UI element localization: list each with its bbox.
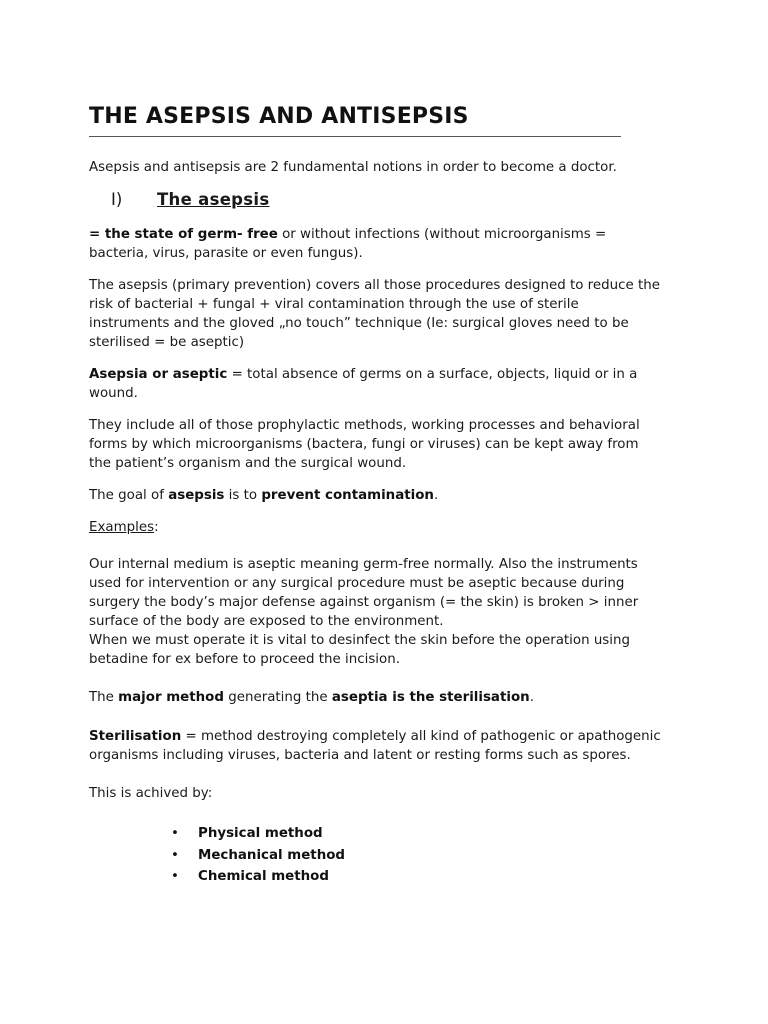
- paragraph-line: forms by which microorganisms (bactera, fungi or viruses) can be kept away from: [89, 437, 639, 452]
- intro-paragraph: [89, 158, 689, 177]
- goal-bold-asepsis: asepsis: [168, 488, 225, 503]
- definition-paragraph: [89, 225, 689, 263]
- intro-text: Asepsis and antisepsis are 2 fundamental notions in order to become a doctor.: [89, 160, 617, 175]
- goal-paragraph: [89, 486, 689, 505]
- sterilisation-line-2: organisms including viruses, bacteria and latent or resting forms such as spores.: [89, 748, 631, 763]
- definition-line-2: bacteria, virus, parasite or even fungus).: [89, 246, 363, 261]
- sterilisation-paragraph: [89, 727, 689, 765]
- paragraph-line: betadine for ex before to proceed the incision.: [89, 652, 400, 667]
- paragraph-line: instruments and the gloved „no touch” technique (Ie: surgical gloves need to be: [89, 316, 629, 331]
- achieved-by-paragraph: [89, 784, 689, 803]
- aseptic-line-2: wound.: [89, 386, 138, 401]
- goal-text-1: The goal of: [89, 488, 169, 503]
- list-item-label: Mechanical method: [198, 847, 346, 863]
- list-item: [171, 845, 345, 867]
- paragraph-line: used for intervention or any surgical procedure must be aseptic because during: [89, 576, 625, 591]
- major-text-2: generating the: [223, 690, 332, 705]
- paragraph-line: Our internal medium is aseptic meaning germ-free normally. Also the instruments: [89, 557, 638, 572]
- primary-prevention-paragraph: [89, 276, 689, 352]
- definition-line-1: [89, 225, 689, 244]
- sterilisation-rest: = method destroying completely all kind of pathogenic or apathogenic: [181, 729, 661, 744]
- methods-paragraph: [89, 416, 689, 473]
- paragraph-line: When we must operate it is vital to desinfect the skin before the operation using: [89, 633, 630, 648]
- bullet-icon: •: [171, 847, 179, 863]
- section-heading-asepsis: [111, 190, 270, 209]
- paragraph-line: The asepsis (primary prevention) covers all those procedures designed to reduce the: [89, 278, 660, 293]
- paragraph-line: surface of the body are exposed to the environment.: [89, 614, 444, 629]
- achieved-by-text: This is achived by:: [89, 786, 213, 801]
- list-item-label: Physical method: [198, 826, 323, 841]
- major-bold-sterilisation: aseptia is the sterilisation: [331, 690, 530, 705]
- goal-bold-prevent: prevent contamination: [261, 488, 434, 503]
- paragraph-line: risk of bacterial + fungal + viral contamination through the use of sterile: [89, 297, 579, 312]
- major-text-1: The: [89, 690, 119, 705]
- document-title: THE ASEPSIS AND ANTISEPSIS: [89, 104, 469, 129]
- examples-label: Examples: [89, 520, 155, 535]
- section-name: The asepsis: [157, 190, 270, 209]
- list-item-label: Chemical method: [198, 869, 329, 884]
- examples-heading: [89, 518, 689, 537]
- list-item: [171, 866, 345, 888]
- bullet-icon: •: [171, 869, 179, 884]
- section-number: I): [111, 190, 123, 209]
- aseptic-line-1: [89, 365, 689, 384]
- list-item: [171, 823, 345, 845]
- paragraph-line: They include all of those prophylactic methods, working processes and behavioral: [89, 418, 640, 433]
- paragraph-line: the patient’s organism and the surgical wound.: [89, 456, 407, 471]
- bullet-icon: •: [171, 826, 179, 841]
- major-bold-method: major method: [118, 690, 224, 705]
- paragraph-line: sterilised = be aseptic): [89, 335, 245, 350]
- examples-paragraph: [89, 555, 689, 669]
- examples-colon: :: [154, 520, 159, 535]
- aseptic-bold: Asepsia or aseptic: [89, 367, 228, 382]
- sterilisation-methods-list: [171, 823, 345, 888]
- definition-rest: or without infections (without microorganisms =: [277, 227, 607, 242]
- goal-text-3: .: [433, 488, 439, 503]
- definition-bold: = the state of germ- free: [89, 227, 278, 242]
- major-text-3: .: [529, 690, 534, 705]
- goal-text-2: is to: [224, 488, 262, 503]
- aseptic-definition-paragraph: [89, 365, 689, 403]
- aseptic-rest: = total absence of germs on a surface, objects, liquid or in a: [227, 367, 638, 382]
- sterilisation-bold: Sterilisation: [89, 729, 182, 744]
- paragraph-line: surgery the body’s major defense against organism (= the skin) is broken > inner: [89, 595, 639, 610]
- major-method-paragraph: [89, 688, 689, 707]
- title-underline-rule: [89, 136, 621, 137]
- sterilisation-line-1: [89, 727, 689, 746]
